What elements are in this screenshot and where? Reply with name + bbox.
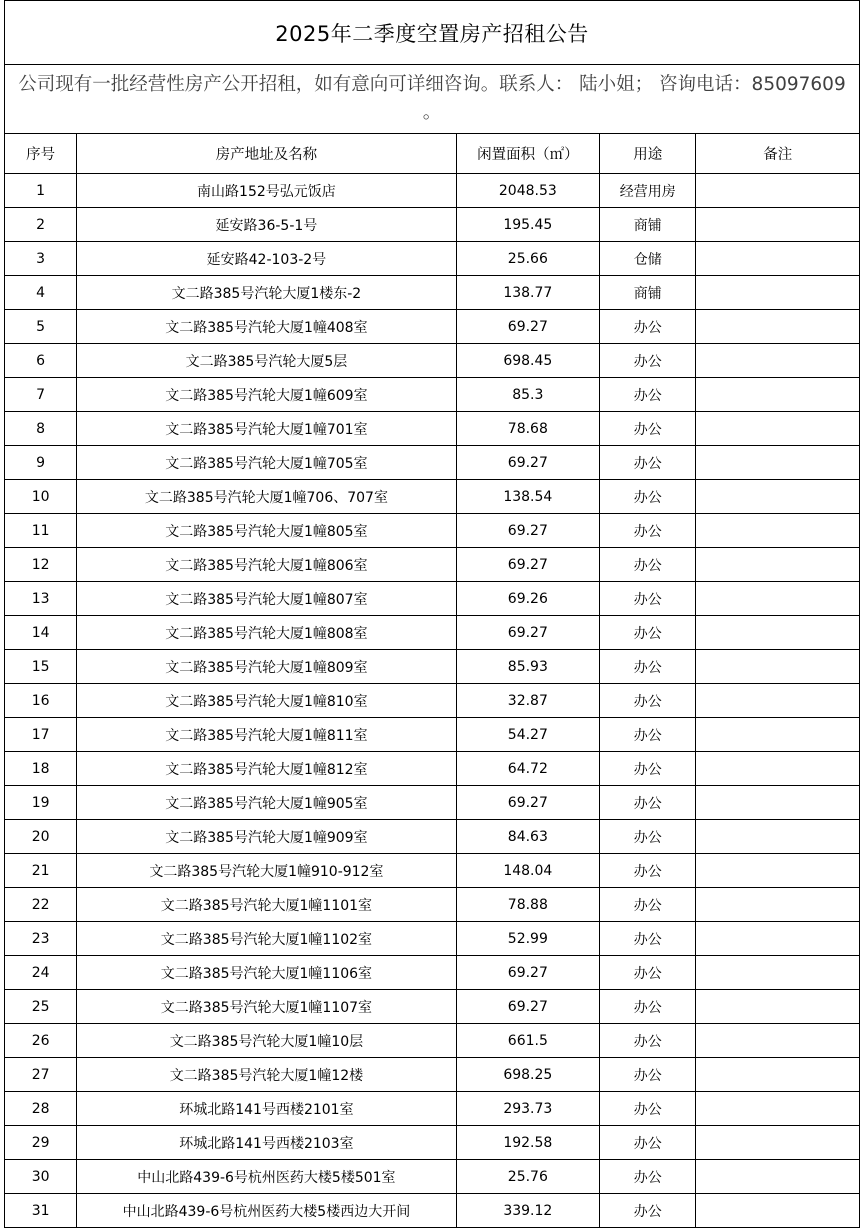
cell-use: 办公 xyxy=(600,820,696,854)
cell-note xyxy=(696,1092,860,1126)
cell-address: 延安路36-5-1号 xyxy=(77,208,456,242)
cell-no: 14 xyxy=(5,616,77,650)
cell-address: 文二路385号汽轮大厦1幢701室 xyxy=(77,412,456,446)
cell-address: 文二路385号汽轮大厦1幢810室 xyxy=(77,684,456,718)
cell-note xyxy=(696,276,860,310)
header-no: 序号 xyxy=(5,134,77,174)
cell-note xyxy=(696,344,860,378)
cell-no: 15 xyxy=(5,650,77,684)
cell-note xyxy=(696,1058,860,1092)
table-row xyxy=(5,344,860,378)
cell-use: 办公 xyxy=(600,1092,696,1126)
cell-no: 20 xyxy=(5,820,77,854)
table-row xyxy=(5,548,860,582)
cell-no: 3 xyxy=(5,242,77,276)
cell-area: 69.27 xyxy=(456,990,600,1024)
cell-area: 69.27 xyxy=(456,446,600,480)
table-row xyxy=(5,854,860,888)
table-row xyxy=(5,684,860,718)
cell-no: 10 xyxy=(5,480,77,514)
cell-no: 25 xyxy=(5,990,77,1024)
cell-use: 商铺 xyxy=(600,208,696,242)
cell-area: 85.3 xyxy=(456,378,600,412)
cell-address: 文二路385号汽轮大厦5层 xyxy=(77,344,456,378)
cell-address: 文二路385号汽轮大厦1幢812室 xyxy=(77,752,456,786)
cell-use: 仓储 xyxy=(600,242,696,276)
cell-no: 28 xyxy=(5,1092,77,1126)
cell-note xyxy=(696,956,860,990)
cell-address: 文二路385号汽轮大厦1幢805室 xyxy=(77,514,456,548)
cell-no: 30 xyxy=(5,1160,77,1194)
cell-address: 南山路152号弘元饭店 xyxy=(77,174,456,208)
cell-use: 办公 xyxy=(600,446,696,480)
cell-note xyxy=(696,854,860,888)
cell-no: 1 xyxy=(5,174,77,208)
cell-note xyxy=(696,582,860,616)
cell-note xyxy=(696,1194,860,1228)
cell-no: 19 xyxy=(5,786,77,820)
cell-note xyxy=(696,786,860,820)
cell-use: 办公 xyxy=(600,514,696,548)
cell-note xyxy=(696,718,860,752)
cell-note xyxy=(696,310,860,344)
cell-no: 24 xyxy=(5,956,77,990)
cell-use: 办公 xyxy=(600,310,696,344)
cell-area: 192.58 xyxy=(456,1126,600,1160)
table-row xyxy=(5,1126,860,1160)
cell-address: 文二路385号汽轮大厦1幢806室 xyxy=(77,548,456,582)
table-row xyxy=(5,174,860,208)
cell-use: 办公 xyxy=(600,378,696,412)
cell-use: 商铺 xyxy=(600,276,696,310)
cell-address: 中山北路439-6号杭州医药大楼5楼501室 xyxy=(77,1160,456,1194)
cell-area: 661.5 xyxy=(456,1024,600,1058)
title-row xyxy=(5,1,860,65)
table-row xyxy=(5,820,860,854)
cell-address: 环城北路141号西楼2103室 xyxy=(77,1126,456,1160)
cell-note xyxy=(696,412,860,446)
cell-area: 54.27 xyxy=(456,718,600,752)
table-row xyxy=(5,1058,860,1092)
cell-area: 69.27 xyxy=(456,786,600,820)
cell-note xyxy=(696,684,860,718)
cell-address: 文二路385号汽轮大厦1幢706、707室 xyxy=(77,480,456,514)
header-row xyxy=(5,134,860,174)
header-use: 用途 xyxy=(600,134,696,174)
cell-use: 经营用房 xyxy=(600,174,696,208)
cell-no: 8 xyxy=(5,412,77,446)
cell-area: 69.27 xyxy=(456,310,600,344)
table-row xyxy=(5,990,860,1024)
table-row xyxy=(5,616,860,650)
cell-area: 293.73 xyxy=(456,1092,600,1126)
table-row xyxy=(5,208,860,242)
cell-note xyxy=(696,480,860,514)
cell-no: 7 xyxy=(5,378,77,412)
table-row xyxy=(5,1024,860,1058)
cell-area: 698.25 xyxy=(456,1058,600,1092)
cell-no: 11 xyxy=(5,514,77,548)
table-row xyxy=(5,956,860,990)
cell-note xyxy=(696,446,860,480)
cell-use: 办公 xyxy=(600,1194,696,1228)
cell-no: 6 xyxy=(5,344,77,378)
cell-address: 文二路385号汽轮大厦1幢809室 xyxy=(77,650,456,684)
cell-area: 138.77 xyxy=(456,276,600,310)
cell-note xyxy=(696,650,860,684)
cell-address: 文二路385号汽轮大厦1幢808室 xyxy=(77,616,456,650)
cell-note xyxy=(696,752,860,786)
cell-note xyxy=(696,820,860,854)
cell-no: 2 xyxy=(5,208,77,242)
cell-use: 办公 xyxy=(600,990,696,1024)
cell-use: 办公 xyxy=(600,412,696,446)
cell-address: 文二路385号汽轮大厦1幢1106室 xyxy=(77,956,456,990)
contact-intro: 公司现有一批经营性房产公开招租，如有意向可详细咨询。联系人： 陆小姐； 咨询电话：85097609 。 xyxy=(5,65,860,134)
cell-address: 文二路385号汽轮大厦1幢1102室 xyxy=(77,922,456,956)
cell-address: 文二路385号汽轮大厦1幢408室 xyxy=(77,310,456,344)
cell-area: 69.27 xyxy=(456,956,600,990)
table-row xyxy=(5,1092,860,1126)
table-row xyxy=(5,752,860,786)
table-row xyxy=(5,786,860,820)
cell-area: 698.45 xyxy=(456,344,600,378)
cell-address: 文二路385号汽轮大厦1幢811室 xyxy=(77,718,456,752)
cell-use: 办公 xyxy=(600,344,696,378)
cell-note xyxy=(696,378,860,412)
cell-area: 52.99 xyxy=(456,922,600,956)
cell-address: 文二路385号汽轮大厦1幢10层 xyxy=(77,1024,456,1058)
cell-no: 26 xyxy=(5,1024,77,1058)
table-row xyxy=(5,718,860,752)
cell-address: 文二路385号汽轮大厦1幢705室 xyxy=(77,446,456,480)
cell-area: 85.93 xyxy=(456,650,600,684)
cell-no: 16 xyxy=(5,684,77,718)
cell-no: 13 xyxy=(5,582,77,616)
cell-area: 32.87 xyxy=(456,684,600,718)
cell-use: 办公 xyxy=(600,854,696,888)
cell-area: 69.27 xyxy=(456,616,600,650)
cell-note xyxy=(696,616,860,650)
cell-area: 138.54 xyxy=(456,480,600,514)
cell-note xyxy=(696,174,860,208)
header-area: 闲置面积（㎡） xyxy=(456,134,600,174)
cell-use: 办公 xyxy=(600,786,696,820)
cell-use: 办公 xyxy=(600,1058,696,1092)
cell-area: 64.72 xyxy=(456,752,600,786)
cell-note xyxy=(696,888,860,922)
cell-area: 69.26 xyxy=(456,582,600,616)
table-row xyxy=(5,888,860,922)
table-row xyxy=(5,582,860,616)
cell-address: 文二路385号汽轮大厦1幢807室 xyxy=(77,582,456,616)
cell-address: 文二路385号汽轮大厦1幢905室 xyxy=(77,786,456,820)
cell-use: 办公 xyxy=(600,922,696,956)
cell-address: 文二路385号汽轮大厦1幢909室 xyxy=(77,820,456,854)
cell-area: 195.45 xyxy=(456,208,600,242)
cell-area: 25.76 xyxy=(456,1160,600,1194)
cell-note xyxy=(696,1160,860,1194)
cell-area: 2048.53 xyxy=(456,174,600,208)
cell-no: 27 xyxy=(5,1058,77,1092)
table-row xyxy=(5,1160,860,1194)
cell-note xyxy=(696,1126,860,1160)
cell-area: 25.66 xyxy=(456,242,600,276)
table-row xyxy=(5,242,860,276)
cell-note xyxy=(696,922,860,956)
cell-area: 69.27 xyxy=(456,514,600,548)
cell-use: 办公 xyxy=(600,650,696,684)
cell-no: 21 xyxy=(5,854,77,888)
rental-notice-table xyxy=(4,0,860,1228)
cell-note xyxy=(696,242,860,276)
cell-note xyxy=(696,208,860,242)
cell-address: 文二路385号汽轮大厦1楼东-2 xyxy=(77,276,456,310)
cell-address: 文二路385号汽轮大厦1幢910-912室 xyxy=(77,854,456,888)
cell-no: 5 xyxy=(5,310,77,344)
cell-note xyxy=(696,548,860,582)
table-row xyxy=(5,446,860,480)
cell-address: 文二路385号汽轮大厦1幢12楼 xyxy=(77,1058,456,1092)
table-row xyxy=(5,650,860,684)
cell-use: 办公 xyxy=(600,752,696,786)
cell-area: 78.88 xyxy=(456,888,600,922)
table-row xyxy=(5,922,860,956)
cell-use: 办公 xyxy=(600,956,696,990)
cell-use: 办公 xyxy=(600,582,696,616)
header-note: 备注 xyxy=(696,134,860,174)
table-row xyxy=(5,1194,860,1228)
cell-no: 29 xyxy=(5,1126,77,1160)
cell-use: 办公 xyxy=(600,616,696,650)
cell-no: 31 xyxy=(5,1194,77,1228)
cell-area: 148.04 xyxy=(456,854,600,888)
cell-use: 办公 xyxy=(600,1160,696,1194)
cell-no: 18 xyxy=(5,752,77,786)
table-row xyxy=(5,378,860,412)
cell-no: 4 xyxy=(5,276,77,310)
cell-address: 延安路42-103-2号 xyxy=(77,242,456,276)
cell-use: 办公 xyxy=(600,888,696,922)
cell-no: 17 xyxy=(5,718,77,752)
cell-no: 22 xyxy=(5,888,77,922)
cell-no: 12 xyxy=(5,548,77,582)
table-row xyxy=(5,412,860,446)
cell-area: 339.12 xyxy=(456,1194,600,1228)
header-address: 房产地址及名称 xyxy=(77,134,456,174)
cell-address: 环城北路141号西楼2101室 xyxy=(77,1092,456,1126)
cell-use: 办公 xyxy=(600,480,696,514)
table-row xyxy=(5,276,860,310)
page-title: 2025年二季度空置房产招租公告 xyxy=(5,1,860,65)
cell-address: 文二路385号汽轮大厦1幢1107室 xyxy=(77,990,456,1024)
cell-area: 84.63 xyxy=(456,820,600,854)
cell-area: 78.68 xyxy=(456,412,600,446)
cell-no: 9 xyxy=(5,446,77,480)
cell-use: 办公 xyxy=(600,1126,696,1160)
cell-use: 办公 xyxy=(600,718,696,752)
cell-use: 办公 xyxy=(600,684,696,718)
cell-note xyxy=(696,990,860,1024)
intro-row xyxy=(5,65,860,134)
cell-use: 办公 xyxy=(600,548,696,582)
cell-no: 23 xyxy=(5,922,77,956)
table-row xyxy=(5,514,860,548)
table-row xyxy=(5,480,860,514)
cell-use: 办公 xyxy=(600,1024,696,1058)
cell-address: 中山北路439-6号杭州医药大楼5楼西边大开间 xyxy=(77,1194,456,1228)
table-row xyxy=(5,310,860,344)
cell-address: 文二路385号汽轮大厦1幢1101室 xyxy=(77,888,456,922)
cell-area: 69.27 xyxy=(456,548,600,582)
cell-address: 文二路385号汽轮大厦1幢609室 xyxy=(77,378,456,412)
cell-note xyxy=(696,1024,860,1058)
cell-note xyxy=(696,514,860,548)
